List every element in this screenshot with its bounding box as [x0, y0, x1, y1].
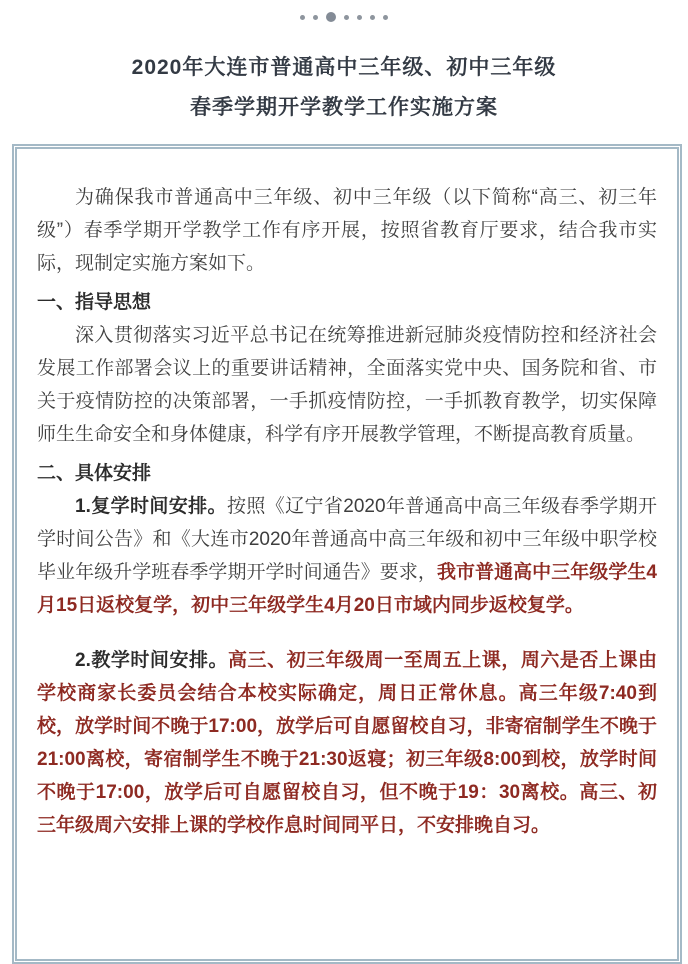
- section1-body: 深入贯彻落实习近平总书记在统筹推进新冠肺炎疫情防控和经济社会发展工作部署会议上的重要讲话精神，全面落实党中央、国务院和省、市关于疫情防控的决策部署，一手抓疫情防控，一手抓教育教学，切实保障师生生命安全和身体健康，科学有序开展教学管理，不断提高教育质量。: [37, 325, 657, 445]
- carousel-dot[interactable]: [313, 15, 318, 20]
- section2-item2: [37, 644, 657, 842]
- carousel-dot-active[interactable]: [326, 12, 336, 22]
- section1-heading: 一、指导思想: [37, 292, 152, 313]
- carousel-dot[interactable]: [344, 15, 349, 20]
- page-title-line2: 春季学期开学教学工作实施方案: [190, 96, 498, 119]
- page-title-line1: 2020年大连市普通高中三年级、初中三年级: [131, 56, 557, 79]
- section2-item1: [37, 490, 657, 622]
- carousel-dot[interactable]: [300, 15, 305, 20]
- section2-heading: 二、具体安排: [37, 463, 152, 484]
- carousel-dot[interactable]: [357, 15, 362, 20]
- carousel-dot[interactable]: [383, 15, 388, 20]
- item1-lead: 1.复学时间安排。: [75, 496, 227, 517]
- page-title: [30, 48, 658, 128]
- item2-highlight: 高三、初三年级周一至周五上课，周六是否上课由学校商家长委员会结合本校实际确定，周日正常休息。高三年级7:40到校，放学时间不晚于17:00，放学后可自愿留校自习，非寄宿制学生不晚于21:00离校，寄宿制学生不晚于21:30返寝；初三年级8:00到校，放学时间不晚于17:00，放学后可自愿留校自习，但不晚于19：30离校。高三、初三年级周六安排上课的学校作息时间同平日，不安排晚自习。: [37, 650, 657, 836]
- item2-lead: 2.教学时间安排。: [75, 650, 229, 671]
- carousel-dot[interactable]: [370, 15, 375, 20]
- carousel-dots: [0, 0, 688, 24]
- intro-paragraph: 为确保我市普通高中三年级、初中三年级（以下简称“高三、初三年级”）春季学期开学教学工作有序开展，按照省教育厅要求，结合我市实际，现制定实施方案如下。: [37, 187, 657, 274]
- article-card: [12, 144, 682, 964]
- item1-highlight: 我市普通高中三年级学生4月15日返校复学，初中三年级学生4月20日市域内同步返校复学。: [37, 562, 657, 616]
- item1-text: 按照《辽宁省2020年普通高中高三年级春季学期开学时间公告》和《大连市2020年普通高中高三年级和初中三年级中职学校毕业年级升学班春季学期开学时间通告》要求，: [37, 496, 657, 583]
